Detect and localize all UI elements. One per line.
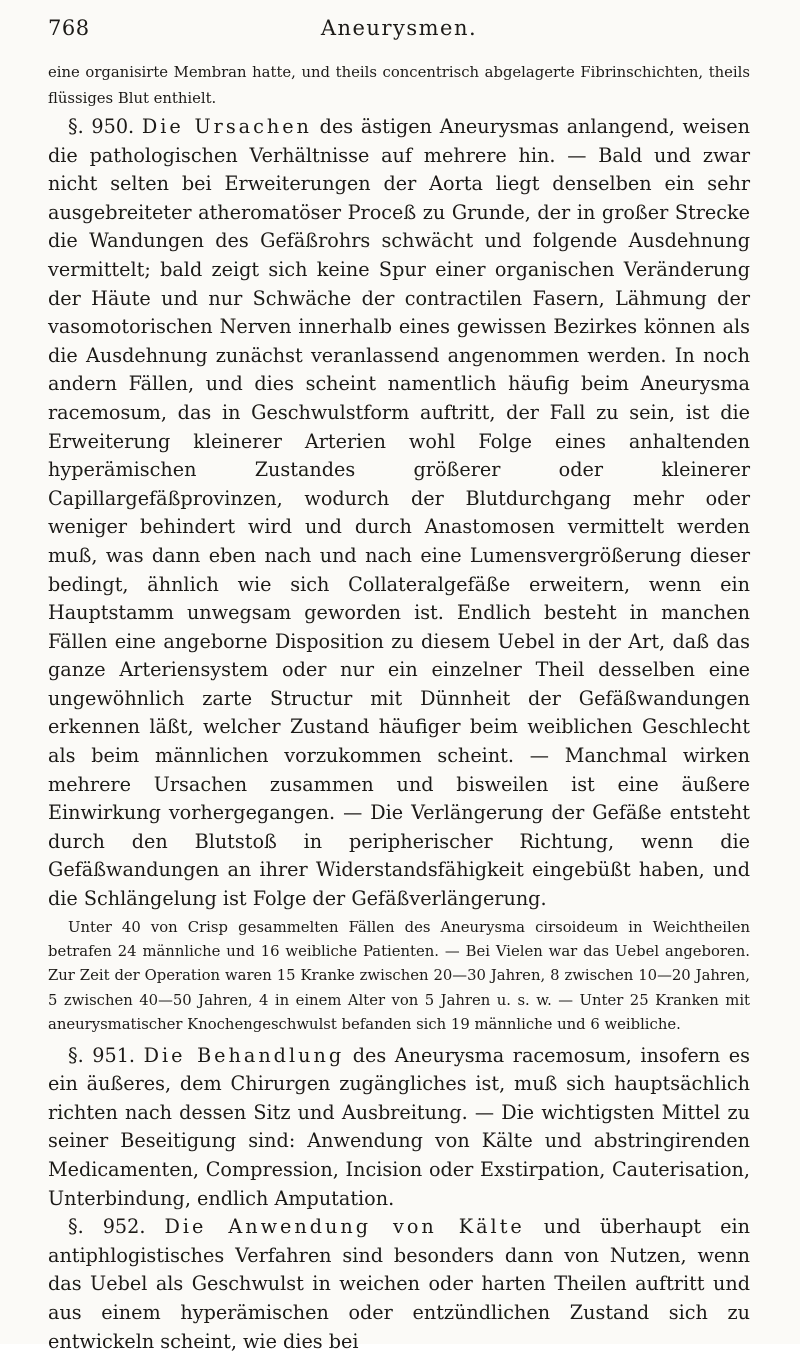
- section-952-paragraph: [48, 1213, 750, 1356]
- paragraph-text: des ästigen Aneurysmas anlangend, weisen die pathologischen Verhältnisse auf mehrere hin. — Bald und zwar nicht selten bei Erweiterungen der Aorta liegt denselben ein sehr ausgebreiteter atheromatöser Proceß zu Grunde, der in großer Strecke die Wandungen des Gefäßrohrs schwächt und folgende Ausdehnung vermittelt; bald zeigt sich keine Spur einer organischen Veränderung der Häute und nur Schwäche der contractilen Fasern, Lähmung der vasomotorischen Nerven innerhalb eines gewissen Bezirkes können als die Ausdehnung zunächst veranlassend angenommen werden. In noch andern Fällen, und dies scheint namentlich häufig beim Aneurysma racemosum, das in Geschwulstform auftritt, der Fall zu sein, ist die Erweiterung kleinerer Arterien wohl Folge eines anhaltenden hyperämischen Zustandes größerer oder kleinerer Capillargefäßprovinzen, wodurch der Blutdurchgang mehr oder weniger behindert wird und durch Anastomosen vermittelt werden muß, was dann eben nach und nach eine Lumensvergrößerung dieser bedingt, ähnlich wie sich Collateralgefäße erweitern, wenn ein Hauptstamm unwegsam geworden ist. Endlich besteht in manchen Fällen eine angeborne Disposition zu diesem Uebel in der Art, daß das ganze Arteriensystem oder nur ein einzelner Theil desselben eine ungewöhnlich zarte Structur mit Dünnheit der Gefäßwandungen erkennen läßt, welcher Zustand häufiger beim weiblichen Geschlecht als beim männlichen vorzukommen scheint. — Manchmal wirken mehrere Ursachen zusammen und bisweilen ist eine äußere Einwirkung vorhergegangen. — Die Verlängerung der Gefäße entsteht durch den Blutstoß in peripherischer Richtung, wenn die Gefäßwandungen an ihrer Widerstandsfähigkeit eingebüßt haben, und die Schlängelung ist Folge der Gefäßverlängerung.: [48, 115, 751, 911]
- statistics-note: [48, 916, 750, 1038]
- section-heading: Die Ursachen: [141, 115, 312, 138]
- paragraph-text: eine organisirte Membran hatte, und theils concentrisch abgelagerte Fibrinschichten, theils flüssiges Blut enthielt.: [48, 64, 750, 107]
- section-heading: Die Anwendung von Kälte: [164, 1215, 525, 1239]
- note-text: Unter 40 von Crisp gesammelten Fällen des Aneurysma cirsoideum in Weichtheilen betrafen 24 männliche und 16 weibliche Patienten. — Bei Vielen war das Uebel angeboren. Zur Zeit der Operation waren 15 Kranke zwischen 20—30 Jahren, 8 zwischen 10—20 Jahren, 5 zwischen 40—50 Jahren, 4 in einem Alter von 5 Jahren u. s. w. — Unter 25 Kranken mit aneurysmatischer Knochengeschwulst befanden sich 19 männliche und 6 weibliche.: [48, 918, 750, 1034]
- section-950-paragraph: [48, 113, 750, 914]
- page-content: [48, 60, 750, 1356]
- section-number: §. 952.: [68, 1215, 146, 1239]
- paragraph-text: und überhaupt ein antiphlogistisches Verfahren sind besonders dann von Nutzen, wenn das Uebel als Geschwulst in weichen oder harten Theilen auftritt und aus einem hyperämischen oder entzündlichen Zustand sich zu entwickeln scheint, wie dies bei: [48, 1215, 750, 1353]
- section-heading: Die Behandlung: [143, 1043, 345, 1067]
- running-head: [48, 14, 750, 48]
- section-951-paragraph: [48, 1042, 750, 1214]
- paragraph-text: des Aneurysma racemosum, insofern es ein äußeres, dem Chirurgen zugängliches ist, muß sich hauptsächlich richten nach dessen Sitz und Ausbreitung. — Die wichtigsten Mittel zu seiner Beseitigung sind: Anwendung von Kälte und abstringirenden Medicamenten, Compression, Incision oder Exstirpation, Cauterisation, Unterbindung, endlich Amputation.: [48, 1043, 750, 1210]
- section-number: §. 951.: [68, 1043, 136, 1067]
- paragraph-continuation: [48, 60, 750, 112]
- page-number: 768: [48, 16, 90, 40]
- running-title: Aneurysmen.: [320, 16, 478, 40]
- section-number: §. 950.: [68, 115, 135, 138]
